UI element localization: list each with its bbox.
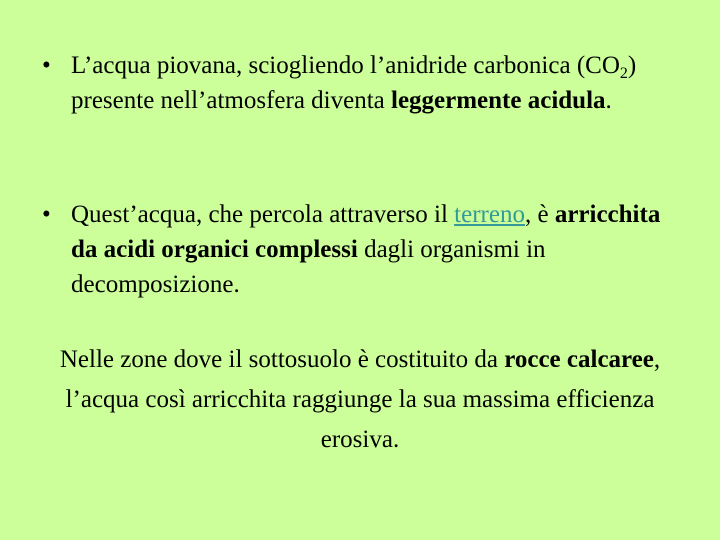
bullet-text (71, 197, 682, 302)
bullet-text-part: L’acqua piovana, sciogliendo l’anidride carbonica (CO (71, 52, 620, 79)
closing-text-part: Nelle zone dove il sottosuolo è costituito da (59, 346, 505, 373)
bullet-bold-text: arricchita da acidi organici complessi (71, 201, 661, 263)
bullet-item-co2 (42, 48, 682, 118)
closing-paragraph (40, 340, 680, 460)
terreno-link[interactable]: terreno (454, 201, 525, 228)
bullet-bold-text: leggermente acidula (391, 87, 606, 114)
bullet-text (71, 48, 682, 118)
bullet-item-percolation (42, 197, 682, 302)
closing-bold-text: rocce calcaree (504, 346, 654, 373)
bullet-text-part: , è (524, 201, 555, 228)
closing-text-part: , l’acqua così arricchita raggiunge la sua massima efficienza erosiva. (65, 346, 661, 453)
bullet-text-part: . (605, 87, 612, 114)
bullet-marker: • (42, 201, 51, 228)
bullet-marker: • (42, 52, 51, 79)
bullet-text-part: ) presente nell’atmosfera diventa (71, 52, 637, 114)
bullet-text-part: Quest’acqua, che percola attraverso il (71, 201, 455, 228)
bullet-text-part: dagli organismi in decomposizione. (71, 236, 546, 298)
co2-subscript: 2 (619, 65, 628, 82)
